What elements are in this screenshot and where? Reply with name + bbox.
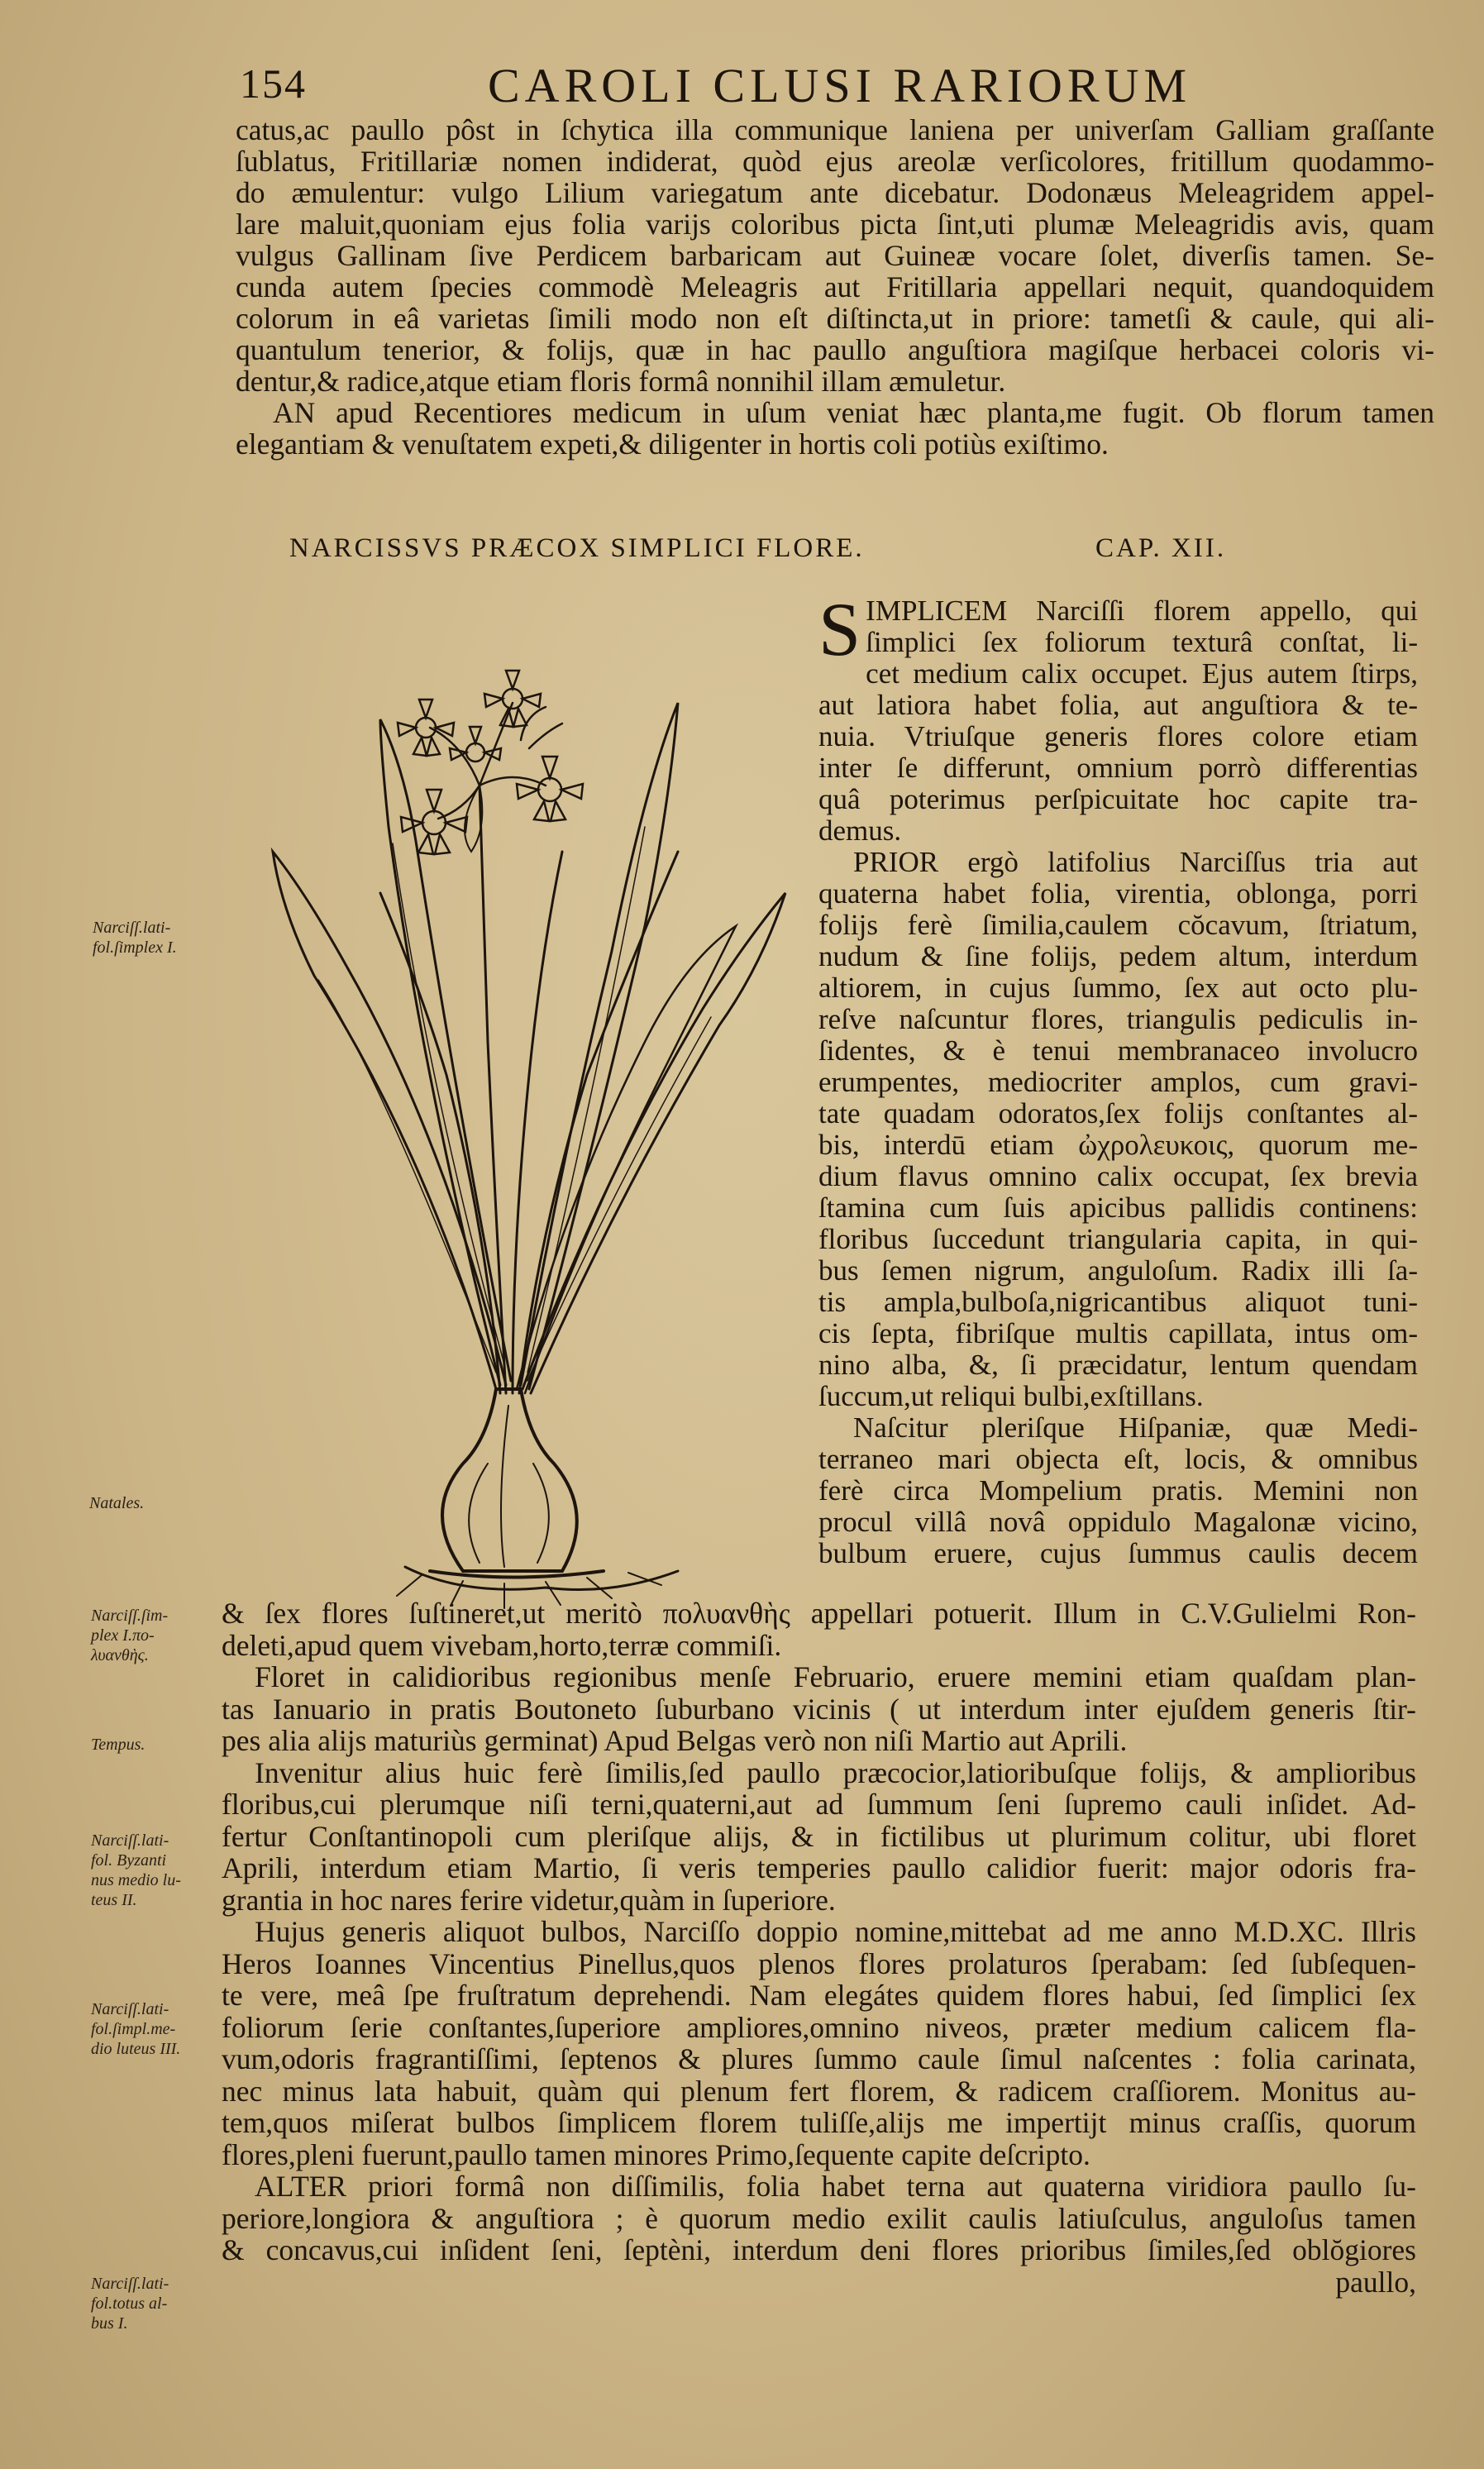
bottom-paragraph	[222, 1597, 1416, 2298]
chapter-number: CAP. XII.	[1095, 533, 1227, 563]
margin-note: Narciſſ.lati- fol.ſimplex I.	[93, 919, 177, 957]
narcissus-woodcut-illustration	[215, 579, 810, 1612]
text-line: bulbum eruere, cujus ſummus caulis decem	[818, 1537, 1418, 1569]
page-number: 154	[240, 60, 307, 107]
text-line: grantia in hoc nares ferire videtur,quàm in ſuperiore.	[222, 1883, 836, 1917]
text-line: quâ poterimus perſpicuitate hoc capite tra-	[818, 783, 1418, 815]
text-line: Floret in calidioribus regionibus menſe Februario, eruere memini etiam quaſdam plan-	[255, 1660, 1416, 1693]
text-line: AN apud Recentiores medicum in uſum veniat hæc planta,me fugit. Ob florum tamen	[273, 396, 1434, 429]
text-line: & concavus,cui inſident ſeni, ſeptèni, interdum deni flores prioribus ſimiles,ſed oblŏgiores	[222, 2233, 1416, 2266]
text-line: ferè circa Mompelium pratis. Memini non	[818, 1474, 1418, 1507]
text-line: ſtamina cum ſuis apicibus pallidis continens:	[818, 1192, 1418, 1224]
text-line: nino alba, &, ſi præcidatur, lentum quendam	[818, 1349, 1418, 1381]
text-line: procul villâ novâ oppidulo Magalonæ vicino,	[818, 1506, 1418, 1538]
text-line: terraneo mari objecta eſt, locis, & omnibus	[818, 1443, 1418, 1475]
text-line: catus,ac paullo pôst in ſchytica illa communique laniena per univerſam Galliam graſſante	[236, 113, 1434, 146]
text-line: reſve naſcuntur flores, triangulis pediculis in-	[818, 1003, 1418, 1035]
text-line: SIMPLICEM Narciſſi florem appello, qui	[818, 587, 1418, 671]
text-line: nec minus lata habuit, quàm qui plenum fert florem, & radicem craſſiorem. Monitus au-	[222, 2074, 1416, 2108]
text-line: demus.	[818, 814, 902, 847]
text-line: dium flavus omnino calix occupat, ſex brevia	[818, 1160, 1418, 1192]
text-line: cet medium calix occupet. Ejus autem ſtirps,	[866, 657, 1418, 690]
margin-note: Narciſſ.lati- fol. Byzanti nus medio lu- teus II.	[91, 1831, 181, 1909]
text-line: dentur,& radice,atque etiam floris formâ nonnihil illam æmuletur.	[236, 365, 1006, 398]
text-line: Heros Ioannes Vincentius Pinellus,quos plenos flores prolaturos ſperabam: ſed ſubſequen-	[222, 1946, 1416, 1980]
text-line: ſimplici ſex foliorum texturâ conſtat, li-	[866, 626, 1418, 658]
text-line: paullo,	[1335, 2265, 1416, 2299]
text-line: Hujus generis aliquot bulbos, Narciſſo doppio nomine,mittebat ad me anno M.D.XC. Illris	[255, 1915, 1416, 1948]
margin-note: Tempus.	[91, 1736, 146, 1754]
margin-note: Natales.	[89, 1494, 145, 1512]
text-line: te vere, meâ ſpe fruſtratum deprehendi. Nam elegátes quidem flores habui, ſed ſimplici ſex	[222, 1979, 1416, 2012]
text-line: flores,pleni fuerunt,paullo tamen minores Primo,ſequente capite deſcripto.	[222, 2137, 1090, 2171]
text-line: & ſex flores ſuſtineret,ut meritò πολυανθὴς appellari potuerit. Illum in C.V.Gulielmi Ron-	[222, 1597, 1416, 1630]
text-line: aut latiora habet folia, aut anguſtiora & te-	[818, 689, 1418, 721]
margin-note: Narciſſ.ſim- plex I.πο- λυανθὴς.	[91, 1607, 169, 1664]
text-line: PRIOR ergò latifolius Narciſſus tria aut	[853, 846, 1418, 878]
text-line: erumpentes, mediocriter amplos, cum gravi-	[818, 1066, 1418, 1098]
text-line: bus ſemen nigrum, anguloſum. Radix illi ſa-	[818, 1254, 1418, 1287]
text-line: ſublatus, Fritillariæ nomen indiderat, quòd ejus areolæ verſicolores, fritillum quodammo-	[236, 145, 1434, 178]
text-line: vulgus Gallinam ſive Perdicem barbaricam aut Guineæ vocare ſolet, diverſis tamen. Se-	[236, 239, 1434, 272]
text-line: floribus,cui plerumque niſi terni,quaterni,aut ad ſummum ſeni ſupremo cauli inſidet. Ad-	[222, 1788, 1416, 1821]
text-line: cis ſepta, fibriſque multis capillata, intus om-	[818, 1317, 1418, 1349]
right-column	[818, 587, 1418, 1569]
page-header	[240, 60, 1439, 117]
text-line: floribus ſuccedunt triangularia capita, in qui-	[818, 1223, 1418, 1255]
text-line: ſuccum,ut reliqui bulbi,exſtillans.	[818, 1380, 1204, 1412]
text-line: tas Ianuario in pratis Boutoneto ſuburbano vicinis ( ut interdum inter ejuſdem generis ſtir-	[222, 1692, 1416, 1726]
chapter-title: NARCISSVS PRÆCOX SIMPLICI FLORE.	[289, 533, 865, 563]
text-line: fertur Conſtantinopoli cum pleriſque alijs, & in fictilibus ut plurimum colitur, ubi floret	[222, 1819, 1416, 1853]
margin-note: Narciſſ.lati- fol.totus al- bus I.	[91, 2275, 169, 2333]
text-line: pes alia alijs maturiùs germinat) Apud Belgas verò non niſi Martio aut Aprili.	[222, 1724, 1128, 1757]
text-line: cunda autem ſpecies commodè Meleagris aut Fritillaria appellari nequit, quandoquidem	[236, 270, 1434, 303]
text-line: tem,quos miſerat bulbos ſimplicem florem tuliſſe,alijs me impertijt minus craſſis, quorum	[222, 2106, 1416, 2139]
text-line: deleti,apud quem vivebam,horto,terræ commiſi.	[222, 1628, 782, 1662]
text-line: Invenitur alius huic ferè ſimilis,ſed paullo præcocior,latioribuſque folijs, & amplioribus	[255, 1755, 1416, 1789]
text-line: colorum in eâ varietas ſimili modo non eſt diſtincta,ut in priore: tametſi & caule, qui ali-	[236, 302, 1434, 335]
text-line: foliorum ſerie conſtantes,ſuperiore ampliores,omnino niveos, præter medium calicem fla-	[222, 2010, 1416, 2044]
text-line: do æmulentur: vulgo Lilium variegatum ante dicebatur. Dodonæus Meleagridem appel-	[236, 176, 1434, 209]
text-line: tate quadam odoratos,ſex folijs conſtantes al-	[818, 1097, 1418, 1129]
top-paragraph	[236, 114, 1434, 460]
text-line: nudum & ſine folijs, pedem altum, interdum	[818, 940, 1418, 972]
text-line: bis, interdū etiam ὠχρολευκοις, quorum me-	[818, 1129, 1418, 1161]
text-line: elegantiam & venuſtatem expeti,& diligenter in hortis coli potiùs exiſtimo.	[236, 427, 1109, 461]
text-line: folijs ferè ſimilia,caulem cŏcavum, ſtriatum,	[818, 909, 1418, 941]
text-line: quaterna habet folia, virentia, oblonga, porri	[818, 877, 1418, 910]
text-line: quantulum tenerior, & folijs, quæ in hac paullo anguſtiora magiſque herbacei coloris vi-	[236, 333, 1434, 366]
text-line: Aprili, interdum etiam Martio, ſi veris temperies paullo calidior fuerit: major odoris fra-	[222, 1851, 1416, 1884]
text-line: lare maluit,quoniam ejus folia varijs coloribus picta ſint,uti plumæ Meleagridis avis, quam	[236, 208, 1434, 241]
margin-note: Narciſſ.lati- fol.ſimpl.me- dio luteus III.	[91, 2000, 181, 2058]
text-line: altiorem, in cujus ſummo, ſex aut octo plu-	[818, 972, 1418, 1004]
text-line: nuia. Vtriuſque generis flores colore etiam	[818, 720, 1418, 752]
drop-cap: S	[818, 587, 861, 671]
text-line: inter ſe differunt, omnium porrò differentias	[818, 752, 1418, 784]
text-line: ſidentes, & è tenui membranaceo involucro	[818, 1034, 1418, 1067]
text-line: vum,odoris fragrantiſſimi, ſeptenos & plures ſummo caule ſimul naſcentes : folia carinata,	[222, 2042, 1416, 2075]
text-line: ALTER priori formâ non diſſimilis, folia habet terna aut quaterna viridiora paullo ſu-	[255, 2170, 1416, 2203]
running-head: CAROLI CLUSI RARIORUM	[488, 59, 1192, 112]
text-line: tis ampla,bulboſa,nigricantibus aliquot tuni-	[818, 1286, 1418, 1318]
text-line: Naſcitur pleriſque Hiſpaniæ, quæ Medi-	[853, 1411, 1418, 1444]
text-line: periore,longiora & anguſtiora ; è quorum medio exilit caulis latiuſculus, anguloſus tamen	[222, 2201, 1416, 2235]
